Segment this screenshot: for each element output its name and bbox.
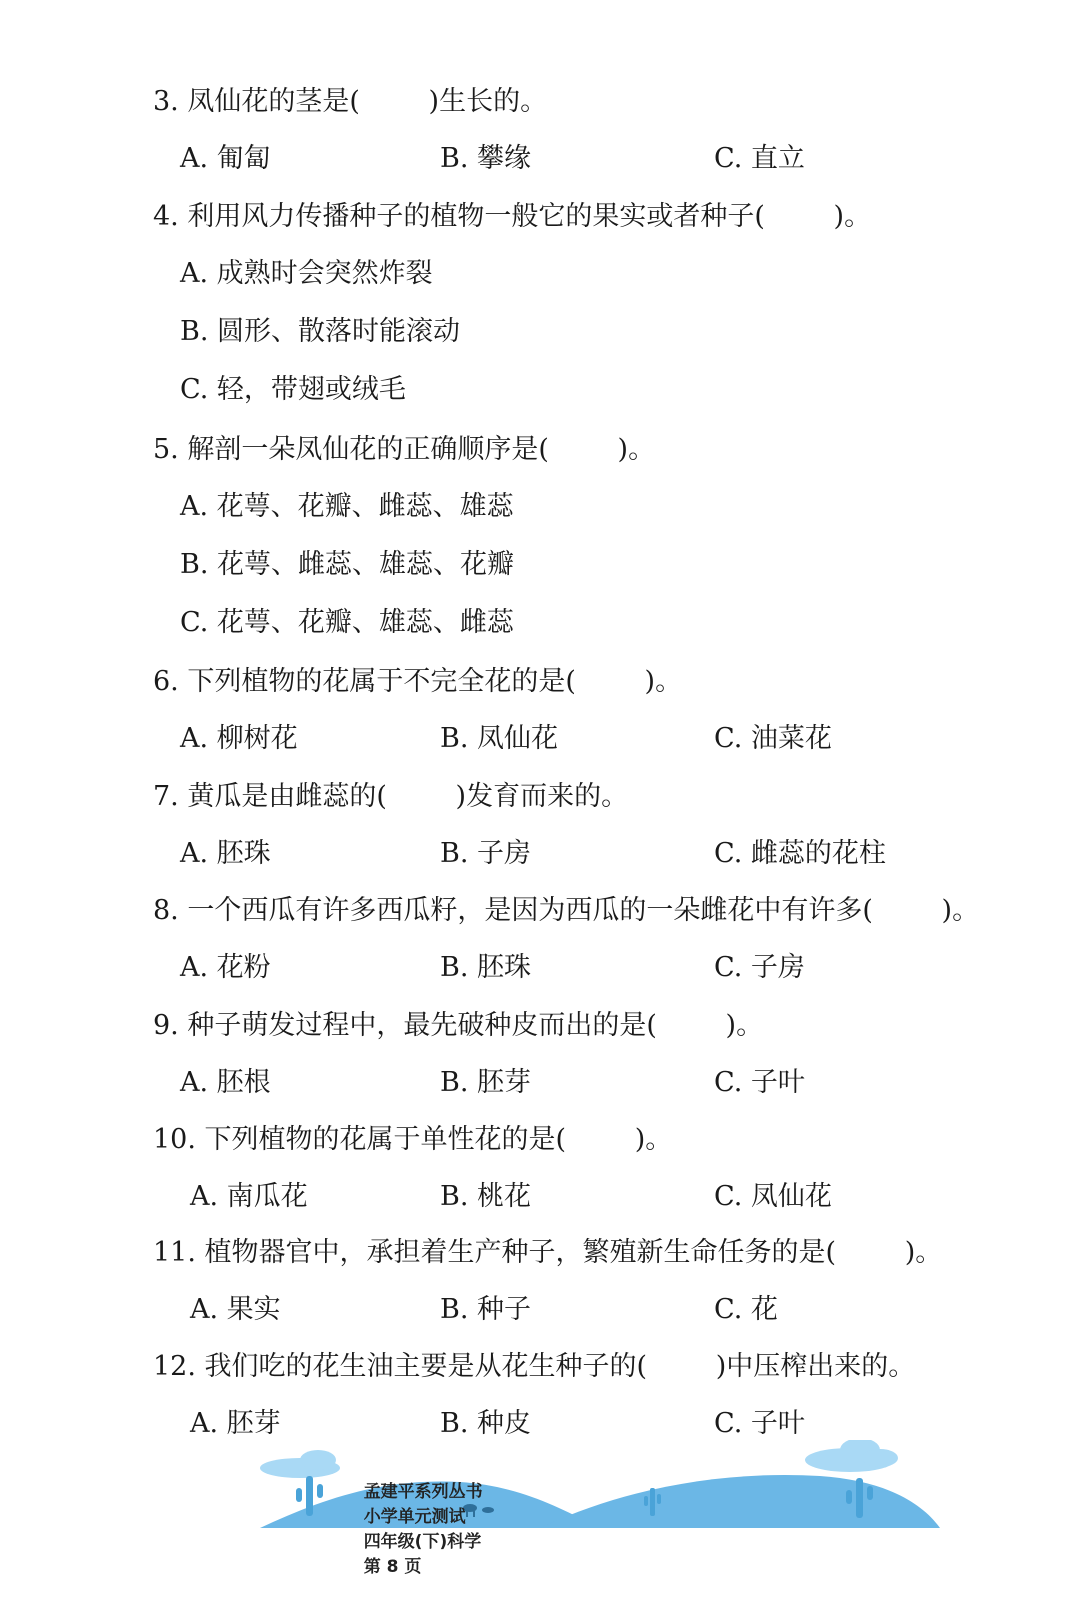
footer-grade-subject: 四年级(下)科学	[363, 1532, 482, 1552]
q7-option-b: B. 子房	[440, 838, 532, 869]
question-11: 11. 植物器官中，承担着生产种子，繁殖新生命任务的是( )。	[153, 1237, 943, 1268]
q12-option-c: C. 子叶	[714, 1408, 805, 1439]
question-7: 7. 黄瓜是由雌蕊的( )发育而来的。	[153, 781, 629, 812]
footer-series: 孟建平系列丛书	[363, 1482, 483, 1502]
q4-option-c: C. 轻，带翅或绒毛	[180, 374, 406, 405]
question-12: 12. 我们吃的花生油主要是从花生种子的( )中压榨出来的。	[153, 1351, 916, 1382]
q9-option-b: B. 胚芽	[440, 1067, 532, 1098]
q4-option-a: A. 成熟时会突然炸裂	[180, 258, 433, 289]
q8-option-c: C. 子房	[714, 952, 805, 983]
question-5: 5. 解剖一朵凤仙花的正确顺序是( )。	[153, 434, 656, 465]
q11-option-a: A. 果实	[190, 1294, 281, 1325]
q9-option-a: A. 胚根	[180, 1067, 271, 1098]
q11-option-b: B. 种子	[440, 1294, 532, 1325]
question-4: 4. 利用风力传播种子的植物一般它的果实或者种子( )。	[153, 201, 872, 232]
q11-option-c: C. 花	[714, 1294, 778, 1325]
q5-option-a: A. 花萼、花瓣、雌蕊、雄蕊	[180, 491, 514, 522]
q3-option-c: C. 直立	[714, 143, 805, 174]
q4-option-b: B. 圆形、散落时能滚动	[180, 316, 461, 347]
q10-option-c: C. 凤仙花	[714, 1181, 832, 1212]
footer-page-number: 第 8 页	[363, 1557, 422, 1577]
q6-option-b: B. 凤仙花	[440, 723, 559, 754]
question-9: 9. 种子萌发过程中，最先破种皮而出的是( )。	[153, 1010, 764, 1041]
q9-option-c: C. 子叶	[714, 1067, 805, 1098]
hill-right	[540, 1475, 940, 1528]
question-8: 8. 一个西瓜有许多西瓜籽，是因为西瓜的一朵雌花中有许多( )。	[153, 895, 980, 926]
q6-option-a: A. 柳树花	[180, 723, 298, 754]
q8-option-b: B. 胚珠	[440, 952, 532, 983]
footer-book: 小学单元测试	[363, 1507, 466, 1527]
question-3: 3. 凤仙花的茎是( )生长的。	[153, 86, 548, 117]
q7-option-a: A. 胚珠	[180, 838, 271, 869]
question-6: 6. 下列植物的花属于不完全花的是( )。	[153, 666, 683, 697]
q7-option-c: C. 雌蕊的花柱	[714, 838, 886, 869]
q3-option-b: B. 攀缘	[440, 143, 532, 174]
q5-option-c: C. 花萼、花瓣、雄蕊、雌蕊	[180, 607, 514, 638]
footer-landscape	[0, 1440, 1080, 1528]
q8-option-a: A. 花粉	[180, 952, 271, 983]
q5-option-b: B. 花萼、雌蕊、雄蕊、花瓣	[180, 549, 515, 580]
q12-option-b: B. 种皮	[440, 1408, 532, 1439]
footer-info	[340, 1457, 501, 1597]
q6-option-c: C. 油菜花	[714, 723, 832, 754]
cloud-right-icon	[805, 1440, 898, 1472]
q12-option-a: A. 胚芽	[190, 1408, 281, 1439]
cloud-left-icon	[260, 1450, 340, 1478]
q10-option-b: B. 桃花	[440, 1181, 532, 1212]
q3-option-a: A. 匍匐	[180, 143, 271, 174]
question-10: 10. 下列植物的花属于单性花的是( )。	[153, 1124, 673, 1155]
q10-option-a: A. 南瓜花	[190, 1181, 308, 1212]
